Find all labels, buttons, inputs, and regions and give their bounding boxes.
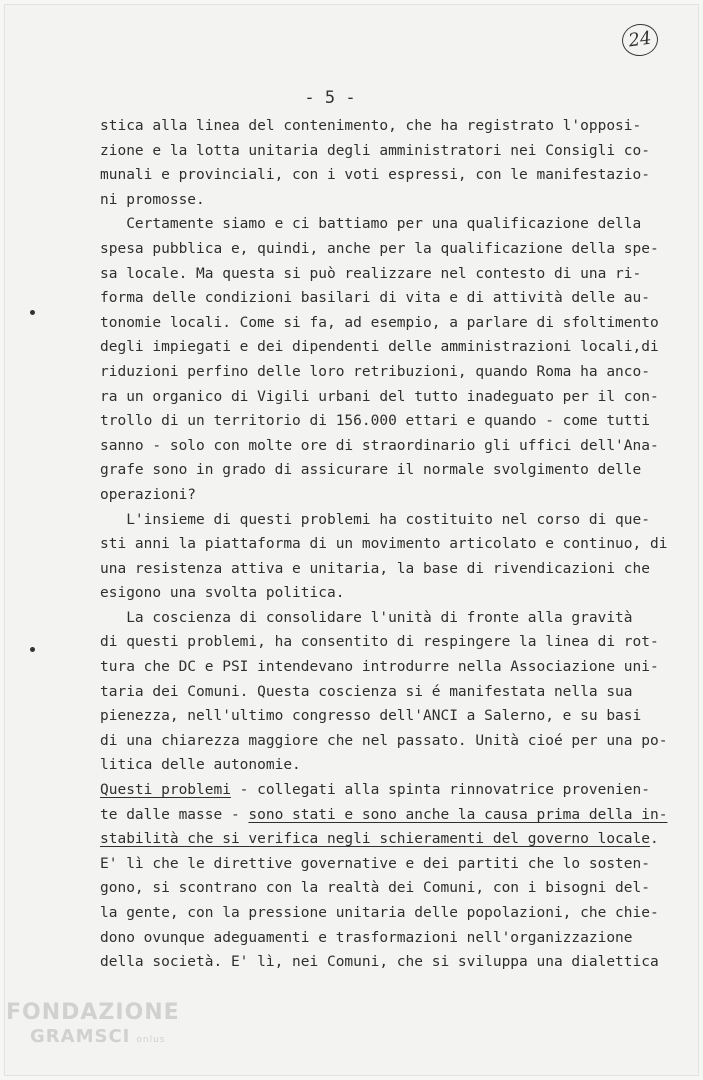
text-line: stica alla linea del contenimento, che ha registrato l'opposi- [100, 118, 642, 134]
text-line-underlined [100, 778, 660, 803]
page-number: - 5 - [304, 88, 356, 108]
text-fragment: te dalle masse - [100, 806, 249, 823]
text-line: tonomie locali. Come si fa, ad esempio, a parlare di sfoltimento [100, 314, 659, 331]
text-line: degli impiegati e dei dipendenti delle amministrazioni locali,di [100, 339, 659, 356]
text-line: una resistenza attiva e unitaria, la base di rivendicazioni che [100, 560, 650, 577]
watermark-suffix: onlus [136, 1035, 166, 1045]
watermark-logo [6, 1000, 196, 1051]
underlined-phrase: Questi problemi [100, 782, 231, 799]
text-line: della società. E' lì, nei Comuni, che si sviluppa una dialettica [100, 954, 659, 971]
text-line: sanno - solo con molte ore di straordinario gli uffici dell'Ana- [100, 437, 659, 454]
text-line: pienezza, nell'ultimo congresso dell'ANCI a Salerno, e su basi [100, 708, 642, 725]
text-line: di una chiarezza maggiore che nel passato. Unità cioé per una po- [100, 732, 668, 749]
text-line: grafe sono in grado di assicurare il normale svolgimento delle [100, 462, 642, 479]
text-line: E' lì che le direttive governative e dei partiti che lo sosten- [100, 855, 650, 872]
text-line: di questi problemi, ha consentito di respingere la linea di rot- [100, 634, 659, 651]
text-line: dono ovunque adeguamenti e trasformazioni nell'organizzazione [100, 929, 633, 946]
text-line: zione e la lotta unitaria degli amministratori nei Consigli co- [100, 142, 650, 159]
text-line-underlined [100, 827, 660, 852]
text-line: tura che DC e PSI intendevano introdurre nella Associazione uni- [100, 659, 659, 676]
text-line: esigono una svolta politica. [100, 585, 345, 602]
underlined-phrase: sono stati e sono anche la causa prima della in- [248, 806, 668, 823]
text-line-underlined [100, 803, 668, 828]
text-line: sti anni la piattaforma di un movimento articolato e continuo, di [100, 536, 668, 553]
text-line: taria dei Comuni. Questa coscienza si é manifestata nella sua [100, 683, 633, 700]
text-line: sa locale. Ma questa si può realizzare nel contesto di una ri- [100, 265, 642, 282]
text-line: ra un organico di Vigili urbani del tutto inadeguato per il con- [100, 388, 659, 405]
text-line: L'insieme di questi problemi ha costituito nel corso di que- [100, 511, 650, 528]
text-line: spesa pubblica e, quindi, anche per la qualificazione della spe- [100, 240, 659, 257]
text-line: forma delle condizioni basilari di vita e di attività delle au- [100, 290, 650, 307]
text-line: riduzioni perfino delle loro retribuzioni, quando Roma ha anco- [100, 363, 650, 380]
underlined-phrase: stabilità che si verifica negli schieramenti del governo locale [100, 831, 650, 848]
margin-dot-1 [30, 310, 35, 315]
text-line: munali e provinciali, con i voti espressi, con le manifestazio- [100, 167, 650, 184]
watermark-name: GRAMSCI [30, 1026, 131, 1047]
text-line: trollo di un territorio di 156.000 ettari e quando - come tutti [100, 413, 650, 430]
text-line: Certamente siamo e ci battiamo per una qualificazione della [100, 216, 642, 233]
text-fragment: - collegati alla spinta rinnovatrice provenien- [230, 782, 650, 799]
margin-dot-2 [30, 647, 35, 652]
text-line: gono, si scontrano con la realtà dei Comuni, con i bisogni del- [100, 880, 650, 897]
text-line: la gente, con la pressione unitaria delle popolazioni, che chie- [100, 905, 659, 921]
text-fragment: . [649, 831, 659, 848]
body-text [100, 114, 668, 975]
text-line: La coscienza di consolidare l'unità di fronte alla gravità [100, 609, 633, 626]
text-line: litica delle autonomie. [100, 757, 301, 774]
folio-mark: 24 [620, 22, 660, 59]
text-line: ni promosse. [100, 191, 205, 208]
text-line: operazioni? [100, 486, 197, 503]
watermark-line2 [6, 1026, 196, 1051]
watermark-line1: FONDAZIONE [6, 1000, 180, 1025]
